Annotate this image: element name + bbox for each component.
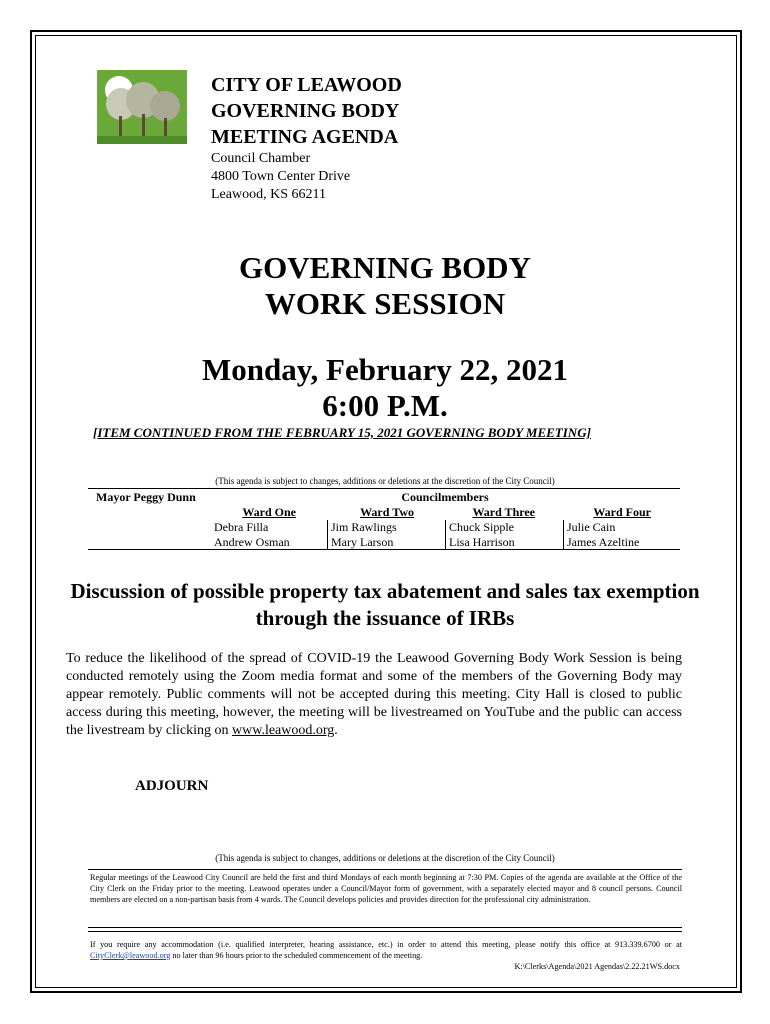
ward-heading: Ward Three <box>472 505 535 519</box>
ward-member: Chuck Sipple <box>449 520 514 534</box>
ward-member: Jim Rawlings <box>331 520 397 534</box>
ward-member: Debra Filla <box>214 520 269 534</box>
ward-three <box>449 505 559 550</box>
address-line: 4800 Town Center Drive <box>211 169 351 184</box>
regular-meetings-note: Regular meetings of the Leawood City Council are held the first and third Mondays of each month beginning at 7:30 PM. Copies of the agenda are available at the Office of the City Clerk on the Friday prior to the meeting. Leawood operates under a Council/Mayor form of government, with a separately elected mayor and 8 council persons. Council members are elected on a non-partisan basis from 4 wards. The Council develops policies and provides direction for the professional city administration. <box>90 873 682 904</box>
divider <box>88 927 682 928</box>
org-line: MEETING AGENDA <box>211 126 399 148</box>
ward-one <box>214 505 324 550</box>
councilmembers-heading: Councilmembers <box>401 490 489 504</box>
city-clerk-email-link[interactable]: CityClerk@leawood.org <box>90 951 171 960</box>
adjourn-heading: ADJOURN <box>135 778 209 794</box>
organization-name <box>211 72 402 150</box>
divider <box>88 549 680 550</box>
agenda-topic: Discussion of possible property tax abatement and sales tax exemption through the issuance of IRBs <box>70 579 700 630</box>
org-line: CITY OF LEAWOOD <box>211 74 402 96</box>
agenda-disclaimer-bottom: (This agenda is subject to changes, additions or deletions at the discretion of the City Council) <box>215 853 555 863</box>
session-date: Monday, February 22, 2021 <box>202 352 568 387</box>
address-line: Leawood, KS 66211 <box>211 187 326 202</box>
ward-member: Julie Cain <box>567 520 616 534</box>
notice-text: To reduce the likelihood of the spread of COVID-19 the Leawood Governing Body Work Session is being conducted remotely using the Zoom media format and some of the members of the Governing Body may appear remotely. Public comments will not be accepted during this meeting. City Hall is closed to public access during this meeting, however, the meeting will be livestreamed on YouTube and the public can access the livestream by clicking on <box>66 651 682 738</box>
city-logo-trees <box>97 70 187 144</box>
ward-separator <box>445 520 446 550</box>
continued-note: [ITEM CONTINUED FROM THE FEBRUARY 15, 2021 GOVERNING BODY MEETING] <box>93 425 591 440</box>
leawood-website-link[interactable]: www.leawood.org <box>232 723 335 738</box>
divider <box>88 931 682 932</box>
session-title-line: WORK SESSION <box>264 286 506 321</box>
ward-member: James Azeltine <box>567 535 640 549</box>
ward-four <box>567 505 677 550</box>
covid-notice <box>66 650 682 740</box>
ward-separator <box>327 520 328 550</box>
session-title <box>0 250 770 322</box>
file-path: K:\Clerks\Agenda\2021 Agendas\2.22.21WS.docx <box>514 962 680 971</box>
address-line: Council Chamber <box>211 151 311 166</box>
session-title-line: GOVERNING BODY <box>239 250 531 285</box>
mayor-name: Mayor Peggy Dunn <box>96 490 196 504</box>
accommodation-text: If you require any accommodation (i.e. qualified interpreter, hearing assistance, etc.) in order to attend this meeting, please notify this office at 913.339.6700 or at <box>90 940 682 949</box>
divider <box>88 488 680 489</box>
ward-member: Lisa Harrison <box>449 535 515 549</box>
meeting-address <box>211 150 350 204</box>
ward-heading: Ward Two <box>360 505 414 519</box>
ward-member: Andrew Osman <box>214 535 290 549</box>
accommodation-note <box>90 939 682 961</box>
ward-heading: Ward Four <box>593 505 651 519</box>
divider <box>88 869 682 870</box>
session-datetime <box>0 352 770 424</box>
ward-two <box>331 505 441 550</box>
ward-member: Mary Larson <box>331 535 394 549</box>
ward-separator <box>563 520 564 550</box>
session-time: 6:00 P.M. <box>322 388 448 423</box>
agenda-disclaimer-top: (This agenda is subject to changes, additions or deletions at the discretion of the City Council) <box>215 476 555 486</box>
notice-end: . <box>334 723 338 738</box>
org-line: GOVERNING BODY <box>211 100 400 122</box>
accommodation-text-end: no later than 96 hours prior to the scheduled commencement of the meeting. <box>170 951 423 960</box>
ward-heading: Ward One <box>242 505 296 519</box>
